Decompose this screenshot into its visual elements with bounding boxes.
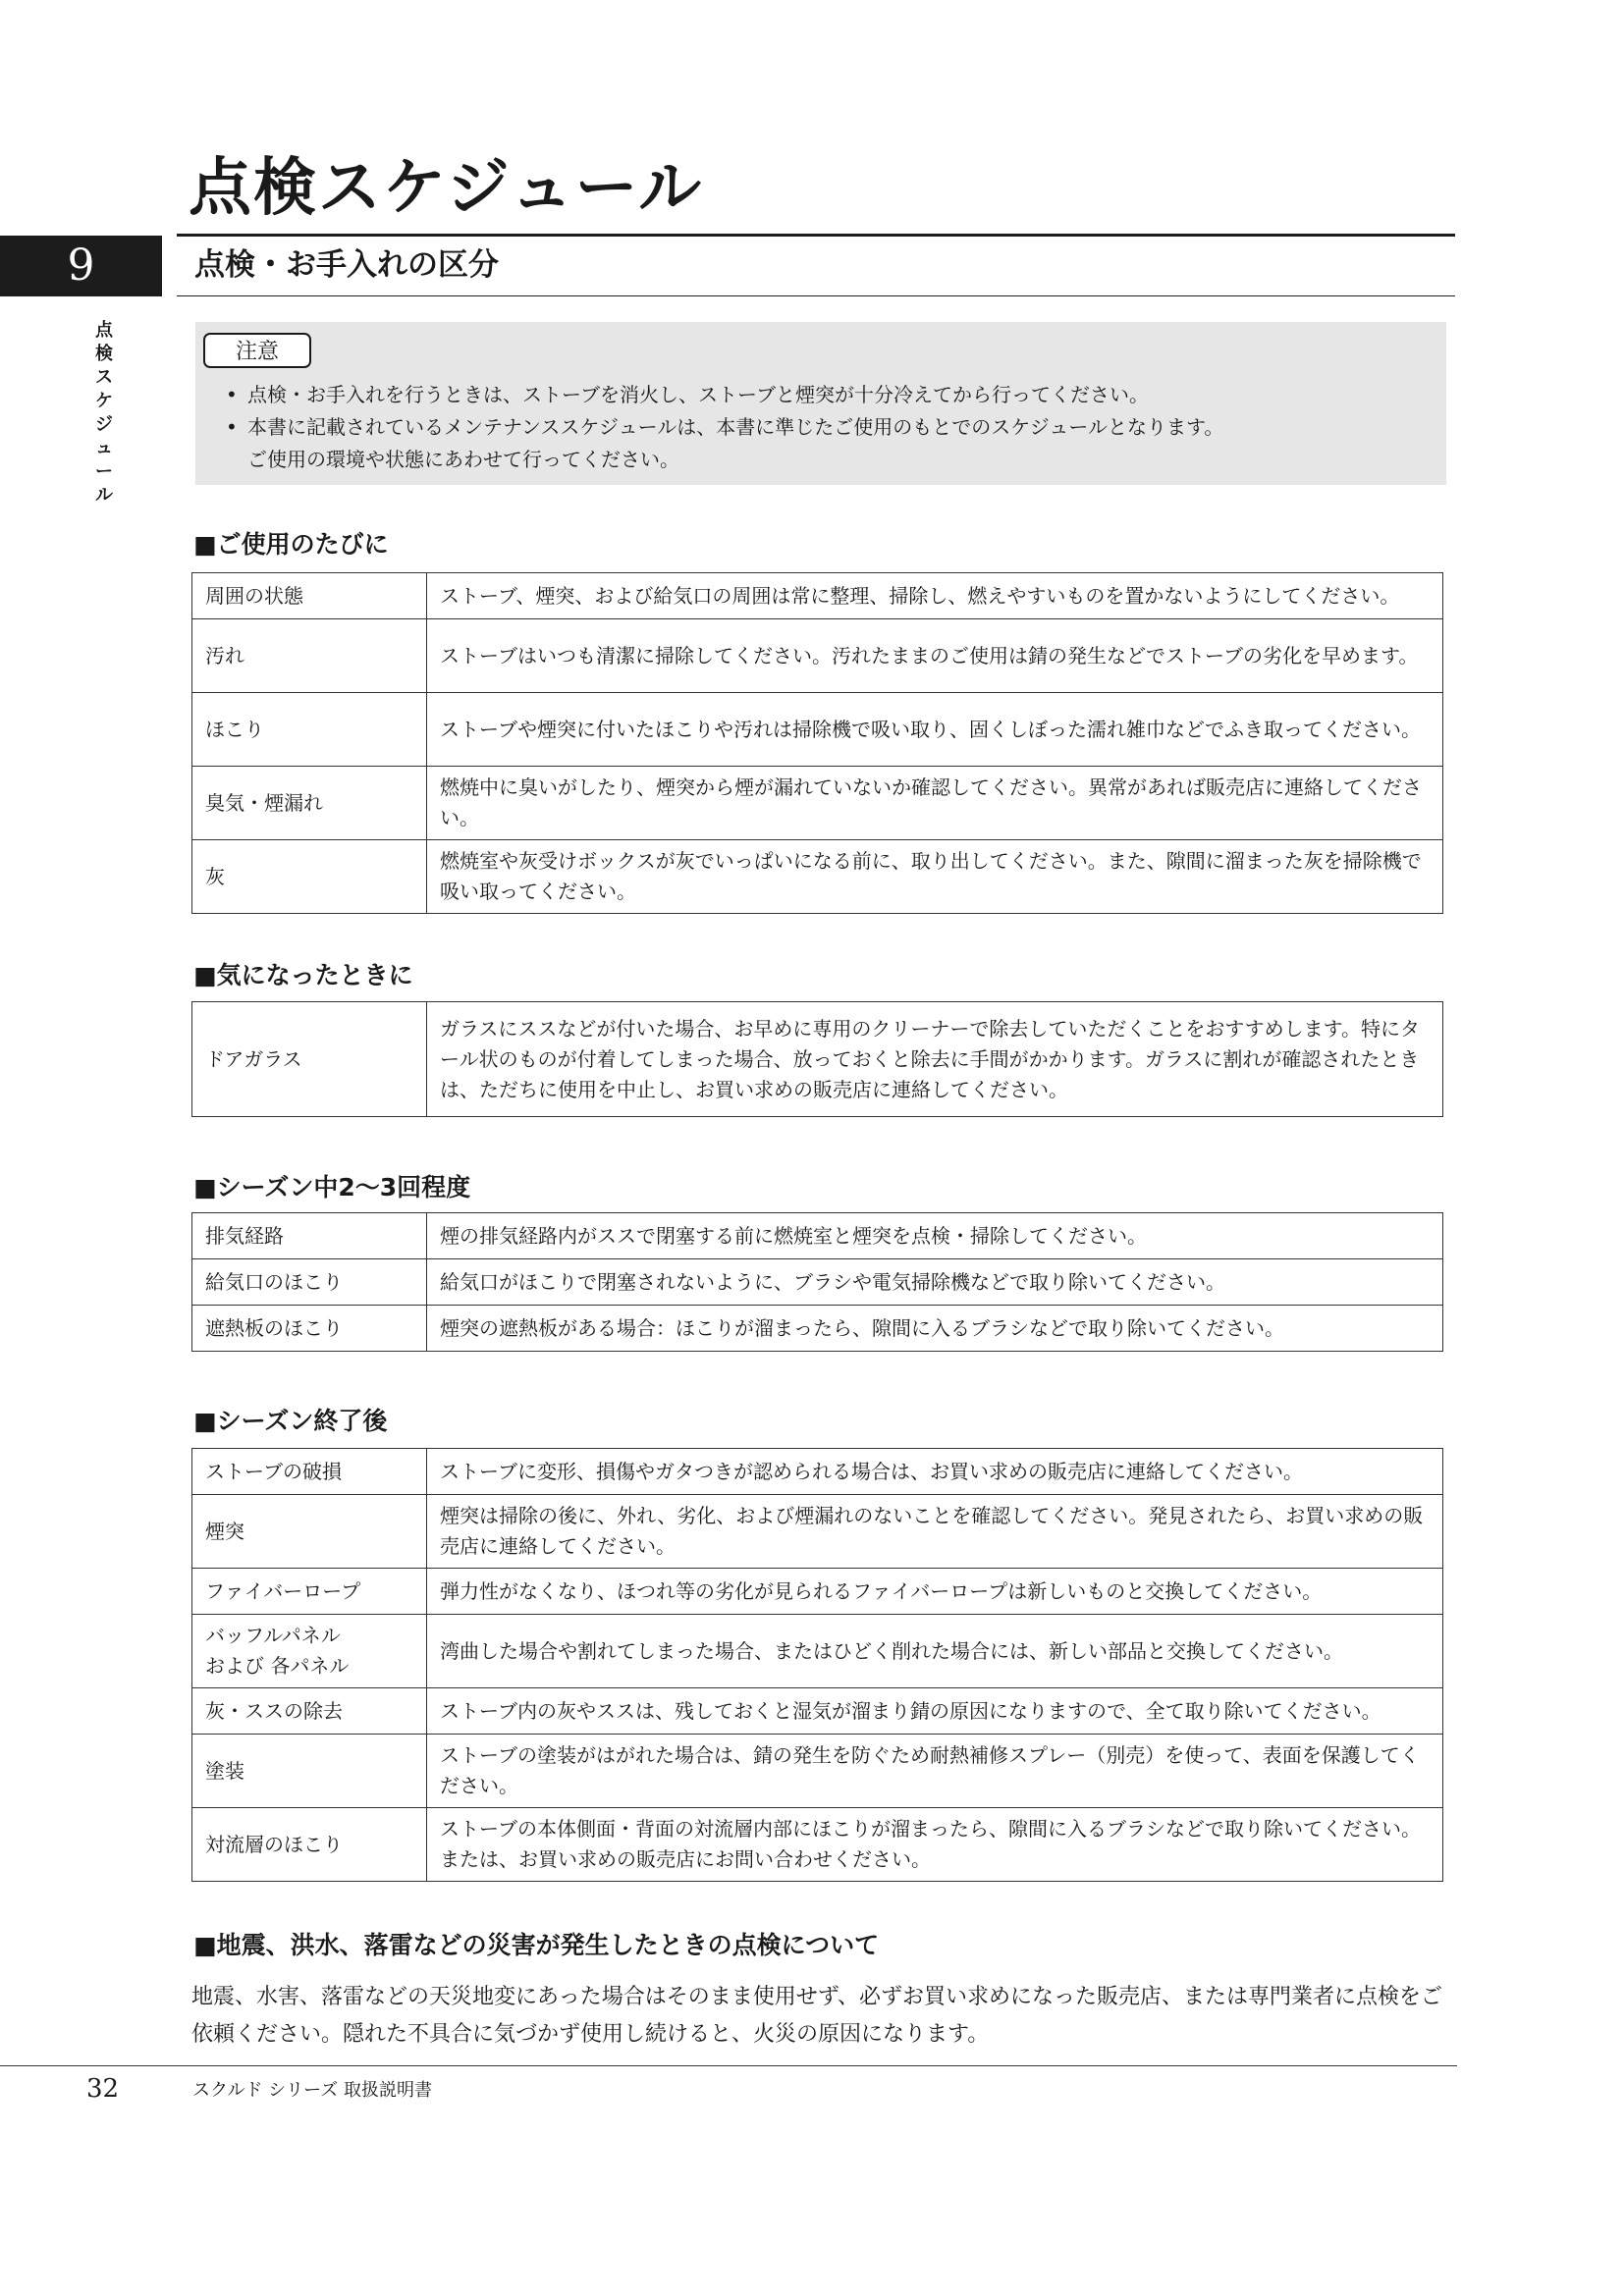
- footer-title: スクルド シリーズ 取扱説明書: [192, 2080, 433, 2101]
- item-description: ストーブや煙突に付いたほこりや汚れは掃除機で吸い取り、固くしぼった濡れ雑巾などでふき取ってください。: [427, 693, 1443, 767]
- page-title: 点検スケジュール: [189, 151, 704, 225]
- item-label: 排気経路: [192, 1213, 427, 1259]
- caution-badge: 注意: [203, 333, 311, 368]
- table-row: [192, 1808, 1443, 1882]
- table-row: [192, 1213, 1443, 1259]
- item-label: ドアガラス: [192, 1002, 427, 1117]
- table-row: [192, 1449, 1443, 1495]
- section-title: 点検・お手入れの区分: [194, 247, 499, 283]
- page-number: 32: [86, 2074, 120, 2104]
- table-row: [192, 573, 1443, 619]
- table-every-use: [191, 572, 1443, 914]
- item-description: ガラスにススなどが付いた場合、お早めに専用のクリーナーで除去していただくことをおすすめします。特にタール状のものが付着してしまった場合、放っておくと除去に手間がかかります。ガラスに割れが確認されたときは、ただちに使用を中止し、お買い求めの販売店に連絡してください。: [427, 1002, 1443, 1117]
- side-char: ー: [95, 461, 113, 482]
- item-description: 給気口がほこりで閉塞されないように、ブラシや電気掃除機などで取り除いてください。: [427, 1259, 1443, 1306]
- item-description: ストーブはいつも清潔に掃除してください。汚れたままのご使用は錆の発生などでストーブの劣化を早めます。: [427, 619, 1443, 693]
- bullet-icon: •: [226, 383, 238, 406]
- table-mid-season: [191, 1212, 1443, 1352]
- item-description: 燃焼室や灰受けボックスが灰でいっぱいになる前に、取り出してください。また、隙間に溜まった灰を掃除機で吸い取ってください。: [427, 840, 1443, 914]
- item-description: 湾曲した場合や割れてしまった場合、またはひどく削れた場合には、新しい部品と交換してください。: [427, 1615, 1443, 1688]
- caution-text: 点検・お手入れを行うときは、ストーブを消火し、ストーブと煙突が十分冷えてから行ってください。: [247, 383, 1149, 406]
- item-label: 塗装: [192, 1735, 427, 1808]
- item-description: ストーブ内の灰やススは、残しておくと湿気が溜まり錆の原因になりますので、全て取り除いてください。: [427, 1688, 1443, 1735]
- side-char: 検: [95, 344, 113, 364]
- caution-item: [226, 379, 1434, 411]
- item-label: 灰・ススの除去: [192, 1688, 427, 1735]
- section-rule-top: [177, 234, 1455, 237]
- side-char: ケ: [95, 391, 113, 411]
- bullet-icon: •: [226, 415, 238, 439]
- table-row: [192, 767, 1443, 840]
- side-char: ル: [95, 485, 113, 506]
- item-description: ストーブに変形、損傷やガタつきが認められる場合は、お買い求めの販売店に連絡してください。: [427, 1449, 1443, 1495]
- item-label: ファイバーロープ: [192, 1569, 427, 1615]
- item-description: 煙突の遮熱板がある場合：ほこりが溜まったら、隙間に入るブラシなどで取り除いてください。: [427, 1306, 1443, 1352]
- item-label: 対流層のほこり: [192, 1808, 427, 1882]
- table-row: [192, 1495, 1443, 1569]
- table-row: [192, 693, 1443, 767]
- section-number: 9: [0, 236, 162, 296]
- heading-every-use: ■ご使用のたびに: [193, 530, 389, 559]
- item-label: ほこり: [192, 693, 427, 767]
- item-label: 遮熱板のほこり: [192, 1306, 427, 1352]
- item-label: 給気口のほこり: [192, 1259, 427, 1306]
- side-char: ジ: [95, 414, 113, 435]
- table-row: [192, 1569, 1443, 1615]
- footer-rule: [0, 2065, 1457, 2066]
- table-row: [192, 1688, 1443, 1735]
- disaster-text: 地震、水害、落雷などの天災地変にあった場合はそのまま使用せず、必ずお買い求めになった販売店、または専門業者に点検をご依頼ください。隠れた不具合に気づかず使用し続けると、火災の原因になります。: [191, 1985, 1443, 2047]
- table-when-concerned: [191, 1001, 1443, 1117]
- item-label: 煙突: [192, 1495, 427, 1569]
- item-description: ストーブの塗装がはがれた場合は、錆の発生を防ぐため耐熱補修スプレー（別売）を使って、表面を保護してください。: [427, 1735, 1443, 1808]
- side-char: ス: [95, 367, 113, 388]
- item-label: 灰: [192, 840, 427, 914]
- table-row: [192, 1002, 1443, 1117]
- item-label: 臭気・煙漏れ: [192, 767, 427, 840]
- table-row: [192, 619, 1443, 693]
- caution-list: [226, 379, 1434, 476]
- item-description: 燃焼中に臭いがしたり、煙突から煙が漏れていないか確認してください。異常があれば販売店に連絡してください。: [427, 767, 1443, 840]
- section-rule-bottom: [177, 295, 1455, 296]
- heading-end-of-season: ■シーズン終了後: [193, 1407, 388, 1435]
- item-description: 煙突は掃除の後に、外れ、劣化、および煙漏れのないことを確認してください。発見されたら、お買い求めの販売店に連絡してください。: [427, 1495, 1443, 1569]
- heading-mid-season: ■シーズン中2～3回程度: [193, 1173, 471, 1201]
- table-row: [192, 1259, 1443, 1306]
- caution-text: 本書に記載されているメンテナンススケジュールは、本書に準じたご使用のもとでのスケジュールとなります。: [247, 415, 1224, 439]
- table-row: [192, 1735, 1443, 1808]
- side-char: ュ: [95, 438, 113, 458]
- side-char: 点: [95, 320, 113, 341]
- caution-item: [226, 411, 1434, 444]
- item-description: 煙の排気経路内がススで閉塞する前に燃焼室と煙突を点検・掃除してください。: [427, 1213, 1443, 1259]
- table-row: [192, 840, 1443, 914]
- item-description: ストーブ、煙突、および給気口の周囲は常に整理、掃除し、燃えやすいものを置かないようにしてください。: [427, 573, 1443, 619]
- item-label: ストーブの破損: [192, 1449, 427, 1495]
- side-chapter-label: [84, 319, 124, 507]
- heading-when-concerned: ■気になったときに: [193, 961, 413, 989]
- item-label: バッフルパネル および 各パネル: [192, 1615, 427, 1688]
- heading-disaster: ■地震、洪水、落雷などの災害が発生したときの点検について: [193, 1931, 880, 1959]
- table-end-of-season: [191, 1448, 1443, 1882]
- table-row: [192, 1306, 1443, 1352]
- caution-continuation: ご使用の環境や状態にあわせて行ってください。: [247, 448, 679, 471]
- item-description: 弾力性がなくなり、ほつれ等の劣化が見られるファイバーロープは新しいものと交換してください。: [427, 1569, 1443, 1615]
- table-row: [192, 1615, 1443, 1688]
- item-label: 周囲の状態: [192, 573, 427, 619]
- item-description: ストーブの本体側面・背面の対流層内部にほこりが溜まったら、隙間に入るブラシなどで取り除いてください。または、お買い求めの販売店にお問い合わせください。: [427, 1808, 1443, 1882]
- item-label: 汚れ: [192, 619, 427, 693]
